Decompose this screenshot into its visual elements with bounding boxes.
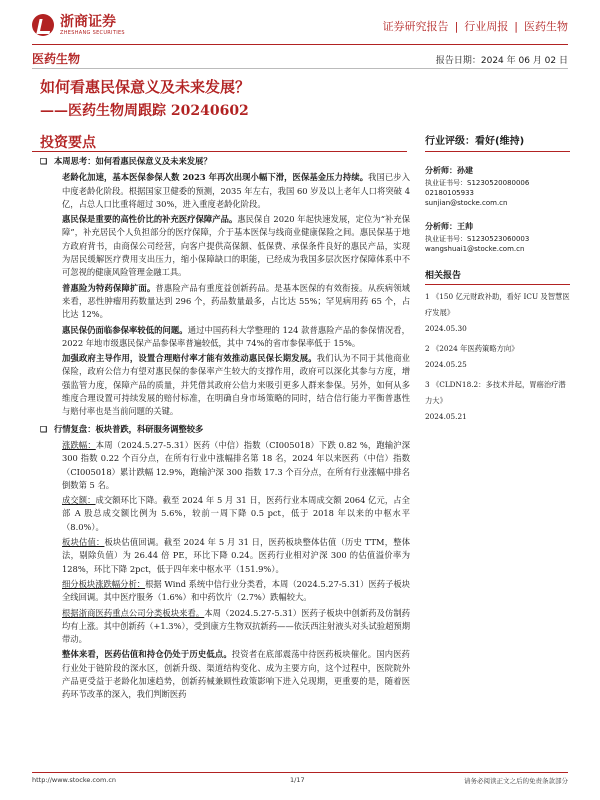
paragraph-label: 板块估值： — [62, 537, 105, 548]
sidebar — [425, 132, 570, 429]
paragraph-text: 我国已步入中度老龄化阶段。根据国家卫健委的预测，2035 年左右，我国 60 岁及以上老年人口将突破 4 亿，占总人口比重将超过 30%，进入重度老龄化阶段。 — [62, 172, 410, 209]
related-report-date: 2024.05.21 — [425, 412, 467, 421]
paragraph-lead: 加强政府主导作用，设置合理赔付率才能有效推动惠民保长期发展。 — [62, 353, 317, 364]
paragraph-label: 涨跌幅： — [62, 439, 96, 450]
paragraph — [62, 648, 410, 701]
analyst-phone: 02180105933 — [425, 189, 474, 197]
related-report-item[interactable] — [425, 289, 570, 337]
paragraph — [62, 607, 410, 647]
related-reports-list — [425, 289, 570, 425]
related-report-date: 2024.05.30 — [425, 324, 467, 333]
paragraph-text: 普惠险产品有重度益创新药品。是基本医保的有效衔接。从疾病领域来看，恶性肿瘤用药数量达到 296 个，药品数量最多，占比达 55%；罕见病用药 65 个，占比达 12%。 — [62, 282, 410, 320]
paragraph — [62, 536, 410, 576]
section-title: 投资要点 — [40, 135, 96, 151]
paragraph-text: 成交额环比下降。截至 2024 年 5 月 31 日，医药行业本周成交额 2064 亿元，占全部 A 股总成交额比例为 5.6%，较前一周下降 0.5 pct，低于 2018 年以来的中枢水平（8.0%）。 — [62, 495, 410, 532]
main-content — [40, 155, 410, 704]
bullet-heading-thinking: ❑ 本周思考：如何看惠民保意义及未来发展？ — [40, 155, 410, 168]
paragraph-lead: 普惠险为特药保障扩面。 — [62, 282, 156, 293]
logo-name-cn: 浙商证券 — [60, 13, 116, 30]
paragraph-text: 根据 Wind 系统中信行业分类看，本周（2024.5.27-5.31）医药子板块全线回调。其中医疗服务（1.6%）和中药饮片（2.7%）跌幅较大。 — [62, 578, 410, 603]
paragraph-label: 根据浙商医药重点公司分类板块来看。 — [62, 607, 205, 618]
category-report-type: 证券研究报告 — [382, 20, 449, 33]
logo-name-en: ZHESHANG SECURITIES — [60, 29, 125, 36]
footer-divider — [32, 772, 568, 773]
related-reports-title: 相关报告 — [425, 268, 570, 285]
paragraph — [62, 282, 410, 322]
analyst-name: 分析师：王帅 — [425, 222, 473, 231]
paragraph — [62, 171, 410, 211]
page-number: 1/17 — [290, 776, 305, 784]
paragraph-lead: 整体来看，医药估值和持仓仍处于历史低点。 — [62, 649, 232, 660]
related-report-title: 2 《2024 年医药策略方向》 — [425, 344, 519, 353]
report-date: 报告日期：2024 年 06 月 02 日 — [435, 56, 568, 66]
paragraph-text: 通过中国药科大学整理的 124 款普惠险产品的参保情况看，2022 年地市级惠民保产品参保率普遍较低，其中 74%的省市参保率低于 15%。 — [62, 324, 410, 348]
report-title: 如何看惠民保意义及未来发展？ — [40, 78, 251, 96]
company-logo — [32, 14, 125, 36]
header-divider — [32, 44, 568, 45]
paragraph — [62, 578, 410, 605]
paragraph-text: 投资者在底部震荡中待医药板块催化。国内医药行业处于链阶段的深水区，创新升级、渠道结构变化、成为主要方向，这个过程中，医院院外产品更受益于老龄化加速趋势，创新药械兼顾性政策影响下进入兑现期，更重要的是，随着医药环节改革的深入，我们判断医药 — [62, 649, 410, 700]
paragraph-text: 板块估值回调。截至 2024 年 5 月 31 日，医药板块整体估值（历史 TTM，整体法，剔除负值）为 26.44 倍 PE，环比下降 0.24。医药行业相对沪深 300 的估值溢价率为 128%，环比下降 2pct，低于四年来中枢水平（151.9%）。 — [62, 537, 410, 574]
paragraph — [62, 352, 410, 418]
paragraph — [62, 494, 410, 534]
industry-label: 医药生物 — [32, 52, 81, 66]
analyst-block — [425, 222, 570, 254]
logo-icon — [32, 14, 54, 36]
paragraph — [62, 213, 410, 279]
related-report-date: 2024.05.25 — [425, 360, 467, 369]
paragraph-text: 我们认为不同于其他商业保险，政府公信力有望对惠民保的参保率产生较大的支撑作用，政府可以深化其参与方度，增强监管力度，保障产品的质量，并凭借其政府公信力来吸引更多人群来参保。另外，如何从多维度合理设置可持续发展的赔付标准，在明确自身市场策略的同时，结合信行能力平衡普惠性与赔付率也是当前问题的关键。 — [62, 353, 410, 417]
analyst-cert: 执业证书号：S1230520080006 — [425, 179, 530, 187]
footer-url[interactable]: http://www.stocke.com.cn — [32, 776, 117, 784]
category-industry: 医药生物 — [524, 20, 568, 33]
title-divider — [32, 68, 568, 69]
analyst-email[interactable]: wangshuai1@stocke.com.cn — [425, 245, 525, 253]
analyst-email[interactable]: sunjian@stocke.com.cn — [425, 199, 508, 207]
related-report-title: 3 《CLDN18.2：多技术并起，胃癌治疗潜力大》 — [425, 380, 566, 405]
paragraph-lead: 老龄化加速，基本医保参保人数 2023 年再次出现小幅下滑，医保基金压力持续。 — [62, 172, 369, 183]
paragraph-label: 成交额： — [62, 495, 96, 506]
analyst-block — [425, 166, 570, 208]
paragraph-lead: 惠民保仍面临参保率较低的问题。 — [62, 324, 188, 335]
report-subtitle: ——医药生物周跟踪 20240602 — [40, 103, 249, 119]
paragraph-text: 本周（2024.5.27-5.31）医药（中信）指数（CI005018）下跌 0.82 %，跑输沪深 300 指数 0.22 个百分点，在所有行业中涨幅排名第 18 名，2024 年以来医药（中信）指数（CI005018）累计跌幅 12.9%，跑输沪深 300 指数 17.3 个百分点，在所有行业涨幅中排名倒数第 5 名。 — [62, 439, 410, 490]
related-report-item[interactable] — [425, 341, 570, 373]
paragraph-text: 惠民保自 2020 年起快速发展，定位为“补充保障”，补充居民个人负担部分的医疗保障，介于基本医保与线商业健康保险之间。惠民保基于地方政府背书，由商保公司经营，向客户提供高保额、低保费、承保条件良好的惠民产品，实现为居民缓解医疗费用支出压力，缩小保障缺口的职能，已经成为我国多层次医疗保障体系中不可忽视的健康风险管理金融工具。 — [62, 214, 410, 278]
category-weekly: 行业周报 — [464, 20, 509, 33]
section-divider — [32, 151, 407, 152]
report-categories: 证券研究报告 | 行业周报 | 医药生物 — [382, 20, 568, 33]
analyst-cert: 执业证书号：S1230523060003 — [425, 235, 530, 243]
report-header — [32, 14, 568, 42]
paragraph-text: 本周（2024.5.27-5.31）医药子板块中创新药及仿制药均有上涨。其中创新药（+1.3%），受到康方生物双抗新药——依沃西注射液头对头试验超预期带动。 — [62, 607, 410, 645]
paragraph — [62, 324, 410, 351]
paragraph — [62, 439, 410, 492]
paragraph-lead: 惠民保是重要的高性价比的补充医疗保障产品。 — [62, 214, 238, 225]
industry-rating: 行业评级：看好(维持) — [425, 132, 570, 152]
footer-disclaimer: 请务必阅读正文之后的免责条款部分 — [464, 777, 568, 785]
analyst-name: 分析师：孙建 — [425, 166, 473, 175]
related-report-item[interactable] — [425, 377, 570, 425]
bullet-heading-market: ❑ 行情复盘：板块普跌，科研服务调整较多 — [40, 423, 410, 436]
paragraph-label: 细分板块涨跌幅分析： — [62, 578, 146, 589]
related-report-title: 1 《150 亿元财政补助，看好 ICU 及智慧医疗发展》 — [425, 292, 570, 317]
